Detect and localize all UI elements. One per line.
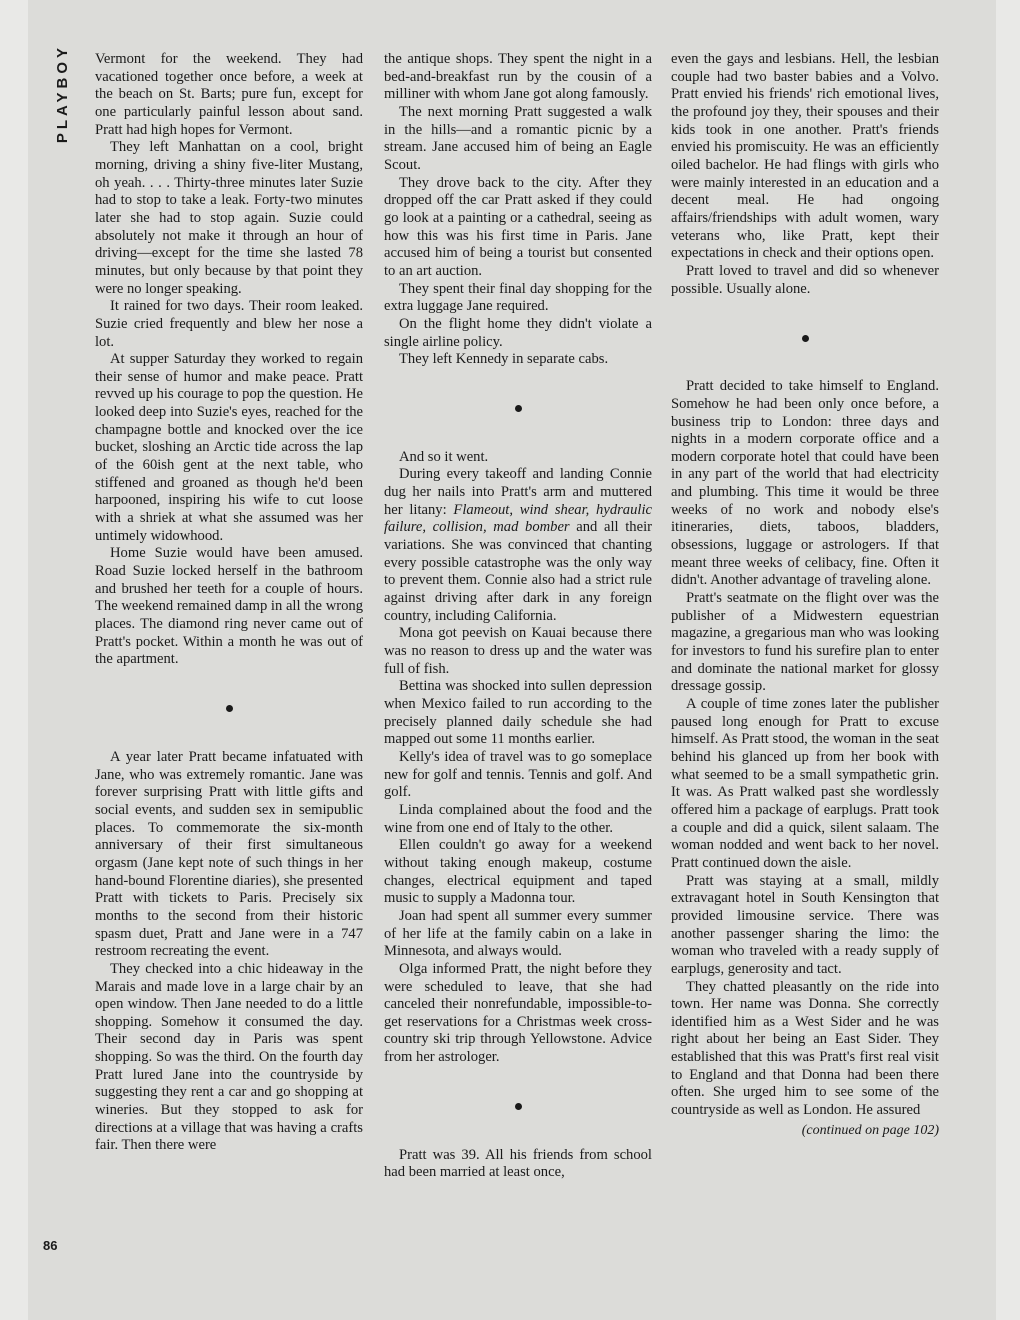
paragraph: During every takeoff and landing Connie dug her nails into Pratt's arm and muttered her litany: Flameout, wind shear, hydraulic failure, collision, mad bomber and all their variations. She was convinced that chanting every possible catastrophe was the only way to prevent them. Connie also had a strict rule against driving after dark in any foreign country, including California. — [384, 466, 652, 624]
paragraph: They left Manhattan on a cool, bright morning, driving a shiny five-liter Mustang, oh yeah. . . . Thirty-three minutes later Suzie had to stop to take a leak. Forty-two minutes later she had to stop again. Suzie could absolutely not make it through an hour of driving—except for the time she lasted 78 minutes, but only because by that point they were no longer speaking. — [95, 139, 363, 297]
paragraph: They left Kennedy in separate cabs. — [399, 351, 609, 368]
paragraph: Pratt's seatmate on the flight over was the publisher of a Midwestern equestrian magazine, a gregarious man who was looking for investors to fund his surefire plan to enter and dominate the national market for glossy dressage gossip. — [671, 590, 939, 695]
paragraph: Kelly's idea of travel was to go someplace new for golf and tennis. Tennis and golf. And golf. — [384, 748, 652, 801]
paragraph: Pratt was staying at a small, mildly extravagant hotel in South Kensington that provided limousine service. There was another passenger sharing the limo: the woman who traveled with a ready supply of earplugs, generosity and tact. — [671, 872, 939, 977]
text-column-2 — [384, 51, 652, 1182]
paragraph: Linda complained about the food and the wine from one end of Italy to the other. — [384, 801, 652, 836]
paragraph: It rained for two days. Their room leaked. Suzie cried frequently and blew her nose a lot. — [95, 298, 363, 350]
paragraph: even the gays and lesbians. Hell, the lesbian couple had two baster babies and a Volvo. Pratt envied his friends' rich emotional lives, the profound joy they, their spouses and their kids took in one another. Pratt's friends envied his promiscuity. He was an efficiently oiled bachelor. He had flings with girls who were mainly interested in an education and a decent meal. He had ongoing affairs/friendships with adult women, wary veterans who, like Pratt, kept their expectations in check and their options open. — [671, 51, 939, 262]
paragraph: A year later Pratt became infatuated with Jane, who was extremely romantic. Jane was forever surprising Pratt with little gifts and social events, and sudden sex in semipublic places. To commemorate the six-month anniversary of their first simultaneous orgasm (Jane kept note of such things in her hand-bound Florentine diaries), she presented Pratt with tickets to Paris. Precisely six months to the second from their historic spasm duet, Pratt and Jane were in a 747 restroom recreating the event. — [95, 748, 363, 960]
paragraph: At supper Saturday they worked to regain their sense of humor and make peace. Pratt revved up his courage to pop the question. He looked deep into Suzie's eyes, reached for the champagne bottle and knocked over the ice bucket, sloshing an Arctic tide across the lap of the 60ish gent at the next table, who stiffened and groaned as though he'd been harpooned, inspiring his wife to cut loose with a shriek at what she assumed was her untimely widowhood. — [95, 351, 363, 544]
paragraph: A couple of time zones later the publisher paused long enough for Pratt to excuse himself. As Pratt stood, the woman in the seat behind his glanced up from her book with what seemed to be a small sympathetic grin. It was. As Pratt walked past she wordlessly offered him a package of earplugs. Pratt took a couple and did a quick, silent salaam. The woman nodded and went back to her novel. Pratt continued down the aisle. — [671, 696, 939, 871]
section-break — [384, 369, 652, 449]
paragraph: Bettina was shocked into sullen depression when Mexico failed to run according to the precisely planned daily schedule she had mapped out some 11 months earlier. — [384, 678, 652, 748]
paragraph: On the flight home they didn't violate a single airline policy. — [384, 315, 652, 350]
paragraph: the antique shops. They spent the night in a bed-and-breakfast run by the cousin of a milliner with whom Jane got along famously. — [384, 51, 652, 103]
magazine-name: PLAYBOY — [54, 44, 71, 144]
section-bullet-icon — [226, 705, 233, 712]
continued-note: (continued on page 102) — [801, 1122, 939, 1138]
text-column-1 — [95, 51, 363, 1155]
paragraph: Pratt was 39. All his friends from school had been married at least once, — [384, 1146, 652, 1181]
paragraph: They spent their final day shopping for the extra luggage Jane required. — [384, 280, 652, 315]
section-bullet-icon — [515, 405, 522, 412]
paragraph: They checked into a chic hideaway in the Marais and made love in a large chair by an open window. Then Jane needed to do a little shopping. Somehow it consumed the day. Their second day in Paris was spent shopping. So was the third. On the fourth day Pratt lured Jane into the countryside by suggesting they rent a car and go shopping at wineries. But they stopped to ask for directions at a village that was having a crafts fair. Then there were — [95, 960, 363, 1154]
paragraph: Pratt loved to travel and did so whenever possible. Usually alone. — [671, 262, 939, 297]
paragraph: Olga informed Pratt, the night before they were scheduled to leave, that she had canceled their nonrefundable, impossible-to-get reservations for a Christmas week cross-country ski trip through Yellowstone. Advice from her astrologer. — [384, 960, 652, 1066]
paragraph: Pratt decided to take himself to England. Somehow he had been only once before, a business trip to London: three days and nights in a modern corporate office and a modern corporate hotel that could have been in any part of the world that had electricity and plumbing. This time it would be three weeks of no work and nobody else's itineraries, diets, taboos, bladders, obsessions, luggage or astrologers. If that meant three weeks of celibacy, fine. Often it didn't. Another advantage of traveling alone. — [671, 378, 939, 589]
text-column-3 — [671, 51, 939, 1139]
paragraph: And so it went. — [399, 448, 489, 465]
section-bullet-icon — [802, 335, 809, 342]
paragraph: Vermont for the weekend. They had vacationed together once before, a week at the beach on St. Barts; pure fun, except for one particularly painful lesson about sand. Pratt had high hopes for Vermont. — [95, 51, 363, 138]
section-bullet-icon — [515, 1103, 522, 1110]
paragraph: The next morning Pratt suggested a walk in the hills—and a romantic picnic by a stream. Jane accused him of being an Eagle Scout. — [384, 103, 652, 173]
paragraph: Mona got peevish on Kauai because there was no reason to dress up and the water was full of fish. — [384, 625, 652, 677]
page-number: 86 — [43, 1238, 58, 1253]
paragraph: Home Suzie would have been amused. Road Suzie locked herself in the bathroom and brushed her teeth for a couple of hours. The weekend remained damp in all the wrong places. The diamond ring never came out of Pratt's pocket. Within a month he was out of the apartment. — [95, 545, 363, 668]
paragraph: They drove back to the city. After they dropped off the car Pratt asked if they could go look at a painting or a cathedral, seeing as how this was his first time in Paris. Jane accused him of being a tourist but consented to an art auction. — [384, 174, 652, 279]
paragraph: Joan had spent all summer every summer of her life at the family cabin on a lake in Minnesota, and always would. — [384, 907, 652, 960]
paragraph: Ellen couldn't go away for a weekend without taking enough makeup, costume changes, electrical equipment and taped music to supply a Madonna tour. — [384, 837, 652, 907]
section-break — [671, 298, 939, 378]
section-break — [95, 669, 363, 749]
paragraph: They chatted pleasantly on the ride into town. Her name was Donna. She correctly identified him as a West Sider and he was right about her being an East Sider. They established that this was Pratt's first real visit to England and that Donna had been there often. She urged him to see some of the countryside as well as London. He assured — [671, 978, 939, 1119]
section-break — [384, 1067, 652, 1147]
